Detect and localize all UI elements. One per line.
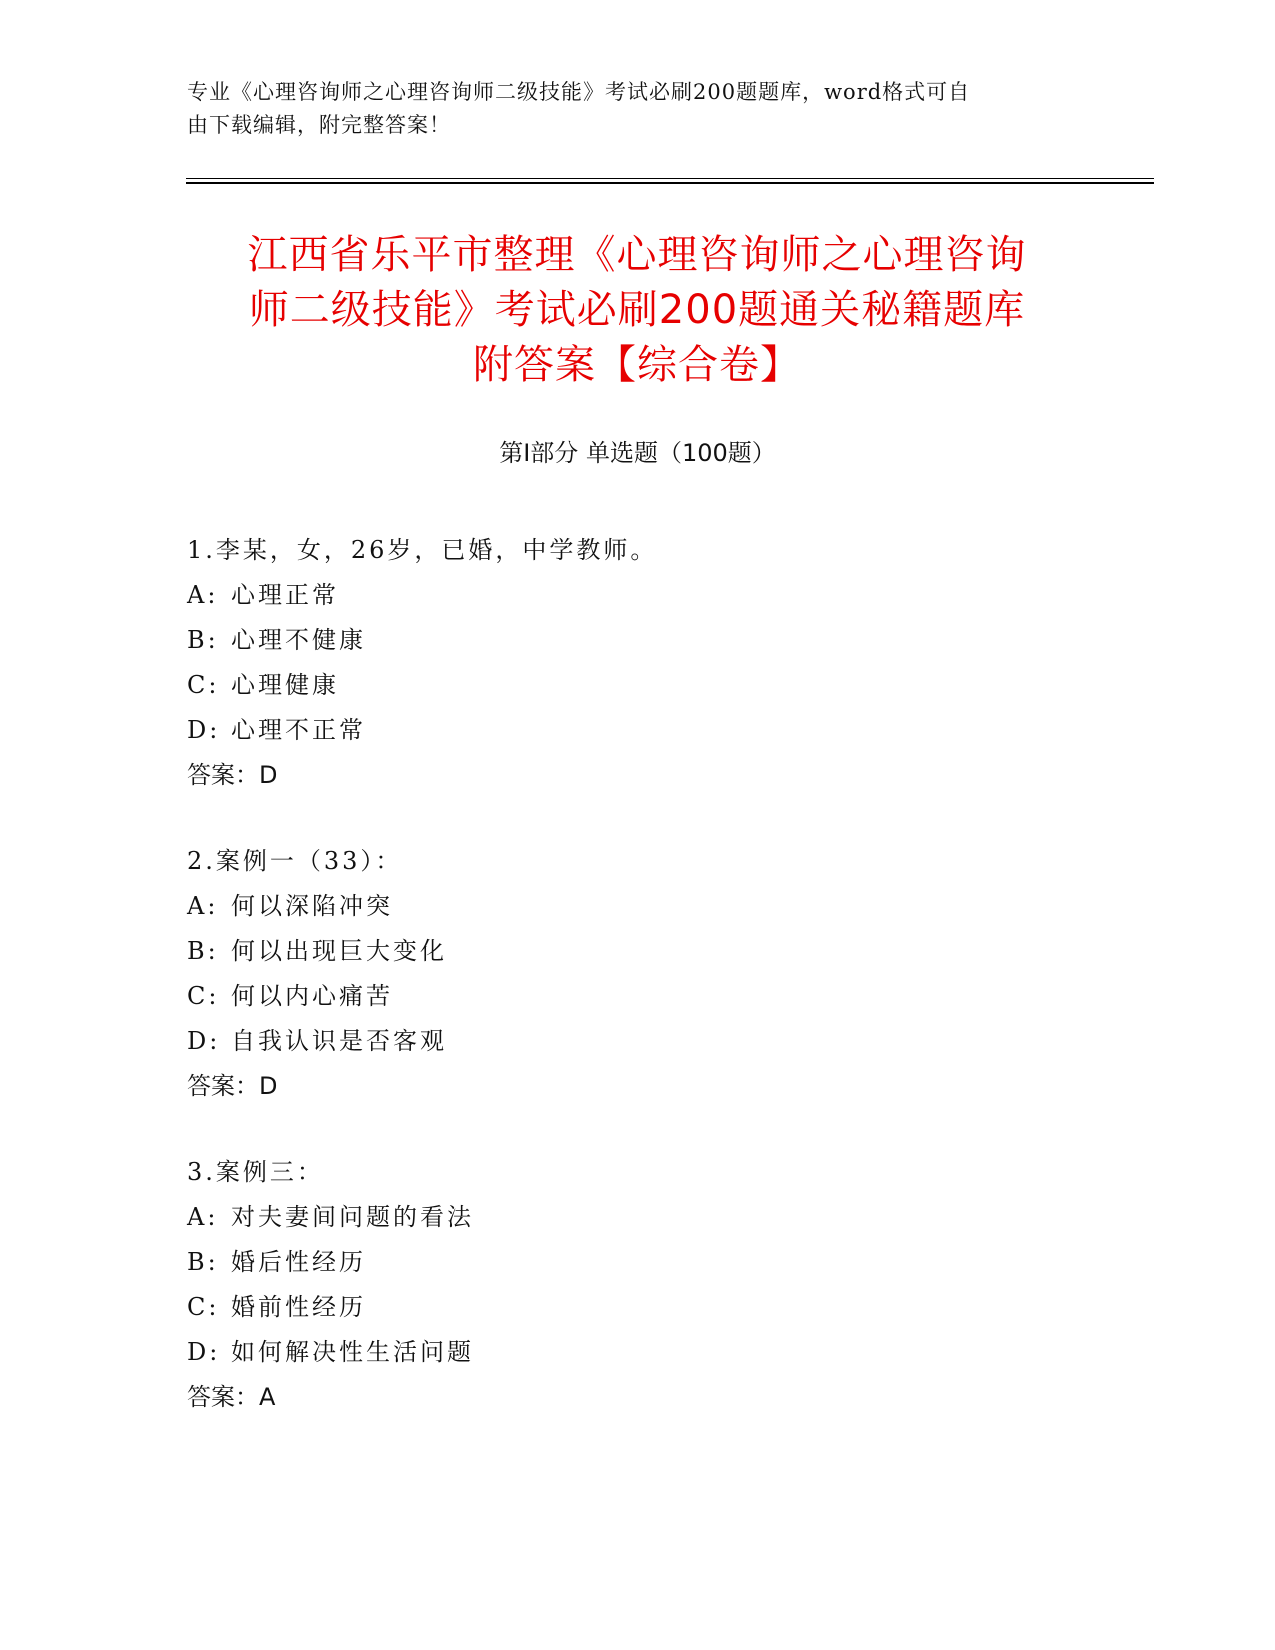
option-letter: B: [187, 937, 219, 965]
option-letter: B: [187, 626, 219, 654]
question-stem: 3.案例三： [187, 1158, 324, 1186]
title-line-2: 师二级技能》考试必刷200题通关秘籍题库 [248, 287, 1026, 333]
option-letter: D: [187, 716, 221, 744]
option-letter: A: [187, 581, 219, 609]
question-stem: 2.案例一（33）： [187, 847, 403, 875]
option-row [187, 573, 1087, 618]
option-letter: C: [187, 671, 220, 699]
option-text: 心理不健康 [231, 626, 366, 654]
option-letter: C: [187, 982, 220, 1010]
answer-line: 答案：D [187, 1072, 278, 1100]
header-note-line-1: 专业《心理咨询师之心理咨询师二级技能》考试必刷200题题库，word格式可自 [187, 80, 971, 104]
option-text: 如何解决性生活问题 [231, 1338, 474, 1366]
option-letter: A: [187, 892, 219, 920]
option-letter: D: [187, 1027, 221, 1055]
question-item [187, 1150, 1087, 1420]
header-divider-thick [186, 182, 1154, 184]
option-letter: B: [187, 1248, 219, 1276]
header-note-line-2: 由下载编辑，附完整答案！ [187, 113, 451, 137]
option-text: 自我认识是否客观 [231, 1027, 447, 1055]
option-row [187, 1285, 1087, 1330]
option-row [187, 974, 1087, 1019]
title-line-3: 附答案【综合卷】 [473, 342, 801, 388]
option-text: 婚后性经历 [231, 1248, 366, 1276]
question-stem: 1.李某，女，26岁，已婚，中学教师。 [187, 536, 658, 564]
question-item [187, 528, 1087, 798]
option-text: 对夫妻间问题的看法 [231, 1203, 474, 1231]
option-row [187, 708, 1087, 753]
option-row [187, 1195, 1087, 1240]
option-row [187, 1240, 1087, 1285]
question-item [187, 839, 1087, 1109]
option-row [187, 1019, 1087, 1064]
option-letter: D: [187, 1338, 221, 1366]
option-text: 婚前性经历 [231, 1293, 366, 1321]
option-text: 心理健康 [231, 671, 339, 699]
option-row [187, 618, 1087, 663]
option-row [187, 663, 1087, 708]
option-text: 何以深陷冲突 [231, 892, 393, 920]
option-letter: A: [187, 1203, 219, 1231]
title-line-1: 江西省乐平市整理《心理咨询师之心理咨询 [247, 232, 1027, 278]
option-text: 心理不正常 [231, 716, 366, 744]
option-row [187, 1330, 1087, 1375]
question-list [187, 528, 1087, 1461]
option-text: 何以出现巨大变化 [231, 937, 447, 965]
option-letter: C: [187, 1293, 220, 1321]
header-note [187, 76, 1067, 142]
option-text: 心理正常 [231, 581, 339, 609]
header-divider-thin [186, 178, 1154, 179]
answer-line: 答案：D [187, 761, 278, 789]
option-row [187, 884, 1087, 929]
answer-line: 答案：A [187, 1383, 276, 1411]
option-row [187, 929, 1087, 974]
option-text: 何以内心痛苦 [231, 982, 393, 1010]
document-title [187, 228, 1087, 393]
section-title: 第I部分 单选题（100题） [499, 439, 776, 467]
